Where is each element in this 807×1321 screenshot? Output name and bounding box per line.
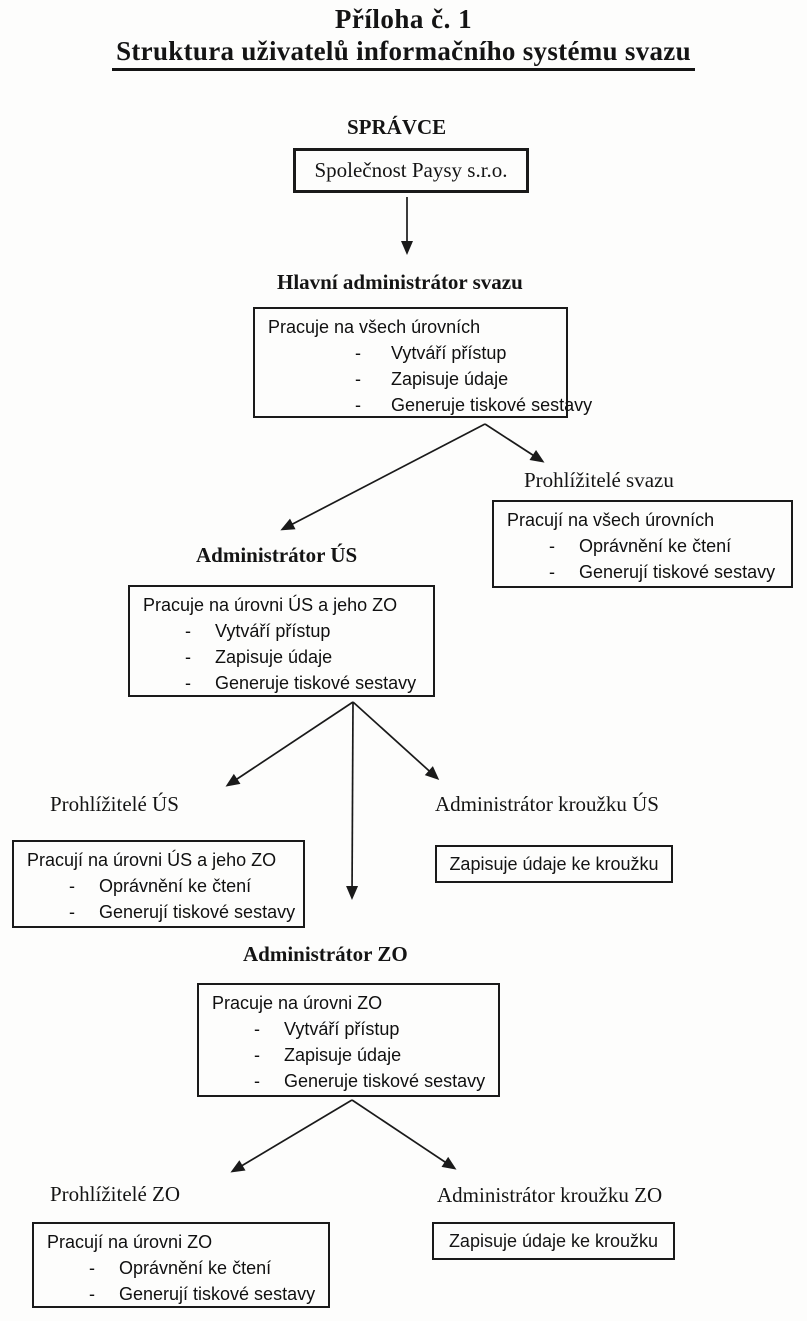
heading-prohlizitele-svazu: Prohlížitelé svazu	[524, 468, 674, 492]
box-admin-us-intro: Pracuje na úrovni ÚS a jeho ZO	[143, 595, 398, 615]
heading-spravce: SPRÁVCE	[347, 115, 447, 139]
box-hlavni-admin-intro: Pracuje na všech úrovních	[268, 317, 481, 337]
box-admin-krouzku-us-text: Zapisuje údaje ke kroužku	[449, 853, 659, 874]
bullet-text: Oprávnění ke čtení	[119, 1258, 272, 1278]
bullet-dash: -	[89, 1258, 95, 1278]
box-spravce	[293, 148, 529, 193]
bullet-item	[14, 873, 303, 899]
bullet-text: Generují tiskové sestavy	[579, 562, 776, 582]
bullet-text: Vytváří přístup	[391, 343, 507, 363]
bullet-item	[34, 1281, 328, 1307]
bullet-dash: -	[185, 673, 191, 693]
box-prohlizitele-zo	[32, 1222, 330, 1308]
bullet-item	[130, 644, 433, 670]
box-prohlizitele-us-intro: Pracují na úrovni ÚS a jeho ZO	[27, 850, 277, 870]
box-admin-zo	[197, 983, 500, 1097]
bullet-item	[130, 618, 433, 644]
box-admin-krouzku-us	[435, 845, 673, 883]
heading-hlavni-admin: Hlavní administrátor svazu	[277, 270, 523, 294]
bullet-text: Generuje tiskové sestavy	[215, 673, 417, 693]
bullet-item	[255, 340, 566, 366]
bullet-text: Vytváří přístup	[284, 1019, 400, 1039]
bullet-item	[199, 1016, 498, 1042]
page-subtitle: Struktura uživatelů informačního systému svazu	[112, 36, 695, 71]
heading-prohlizitele-zo: Prohlížitelé ZO	[50, 1182, 181, 1206]
bullet-dash: -	[69, 876, 75, 896]
bullet-dash: -	[185, 647, 191, 667]
bullet-text: Oprávnění ke čtení	[579, 536, 732, 556]
bullet-item	[14, 899, 303, 925]
bullet-text: Zapisuje údaje	[284, 1045, 402, 1065]
bullet-item	[255, 392, 593, 418]
bullet-dash: -	[185, 621, 191, 641]
bullet-text: Generují tiskové sestavy	[119, 1284, 316, 1304]
bullet-dash: -	[355, 395, 361, 415]
heading-prohlizitele-us: Prohlížitelé ÚS	[50, 792, 179, 816]
box-spravce-text: Společnost Paysy s.r.o.	[314, 158, 508, 182]
bullet-dash: -	[254, 1045, 260, 1065]
bullet-dash: -	[549, 536, 555, 556]
box-hlavni-admin	[253, 307, 593, 418]
bullet-text: Vytváří přístup	[215, 621, 331, 641]
box-admin-zo-intro: Pracuje na úrovni ZO	[212, 993, 383, 1013]
bullet-text: Zapisuje údaje	[215, 647, 333, 667]
heading-admin-krouzku-zo: Administrátor kroužku ZO	[437, 1183, 663, 1207]
bullet-dash: -	[549, 562, 555, 582]
bullet-text: Zapisuje údaje	[391, 369, 509, 389]
bullet-text: Generuje tiskové sestavy	[391, 395, 593, 415]
box-prohlizitele-zo-intro: Pracují na úrovni ZO	[47, 1232, 213, 1252]
bullet-dash: -	[355, 369, 361, 389]
bullet-item	[494, 533, 791, 559]
bullet-dash: -	[355, 343, 361, 363]
bullet-item	[199, 1042, 498, 1068]
bullet-item	[130, 670, 433, 696]
box-admin-krouzku-zo	[432, 1222, 675, 1260]
bullet-dash: -	[89, 1284, 95, 1304]
box-admin-us	[128, 585, 435, 697]
box-prohlizitele-svazu	[492, 500, 793, 588]
heading-admin-us: Administrátor ÚS	[196, 543, 358, 567]
box-prohlizitele-svazu-intro: Pracují na všech úrovních	[507, 510, 715, 530]
bullet-item	[34, 1255, 328, 1281]
bullet-item	[494, 559, 791, 585]
bullet-dash: -	[254, 1019, 260, 1039]
bullet-item	[255, 366, 566, 392]
bullet-text: Generuje tiskové sestavy	[284, 1071, 486, 1091]
heading-admin-krouzku-us: Administrátor kroužku ÚS	[435, 792, 659, 816]
bullet-item	[199, 1068, 498, 1094]
title-block	[0, 4, 807, 71]
bullet-text: Oprávnění ke čtení	[99, 876, 252, 896]
page-title: Příloha č. 1	[334, 4, 473, 34]
bullet-dash: -	[254, 1071, 260, 1091]
box-prohlizitele-us	[12, 840, 305, 928]
box-admin-krouzku-zo-text: Zapisuje údaje ke kroužku	[448, 1230, 659, 1251]
bullet-dash: -	[69, 902, 75, 922]
bullet-text: Generují tiskové sestavy	[99, 902, 296, 922]
heading-admin-zo: Administrátor ZO	[243, 942, 408, 966]
